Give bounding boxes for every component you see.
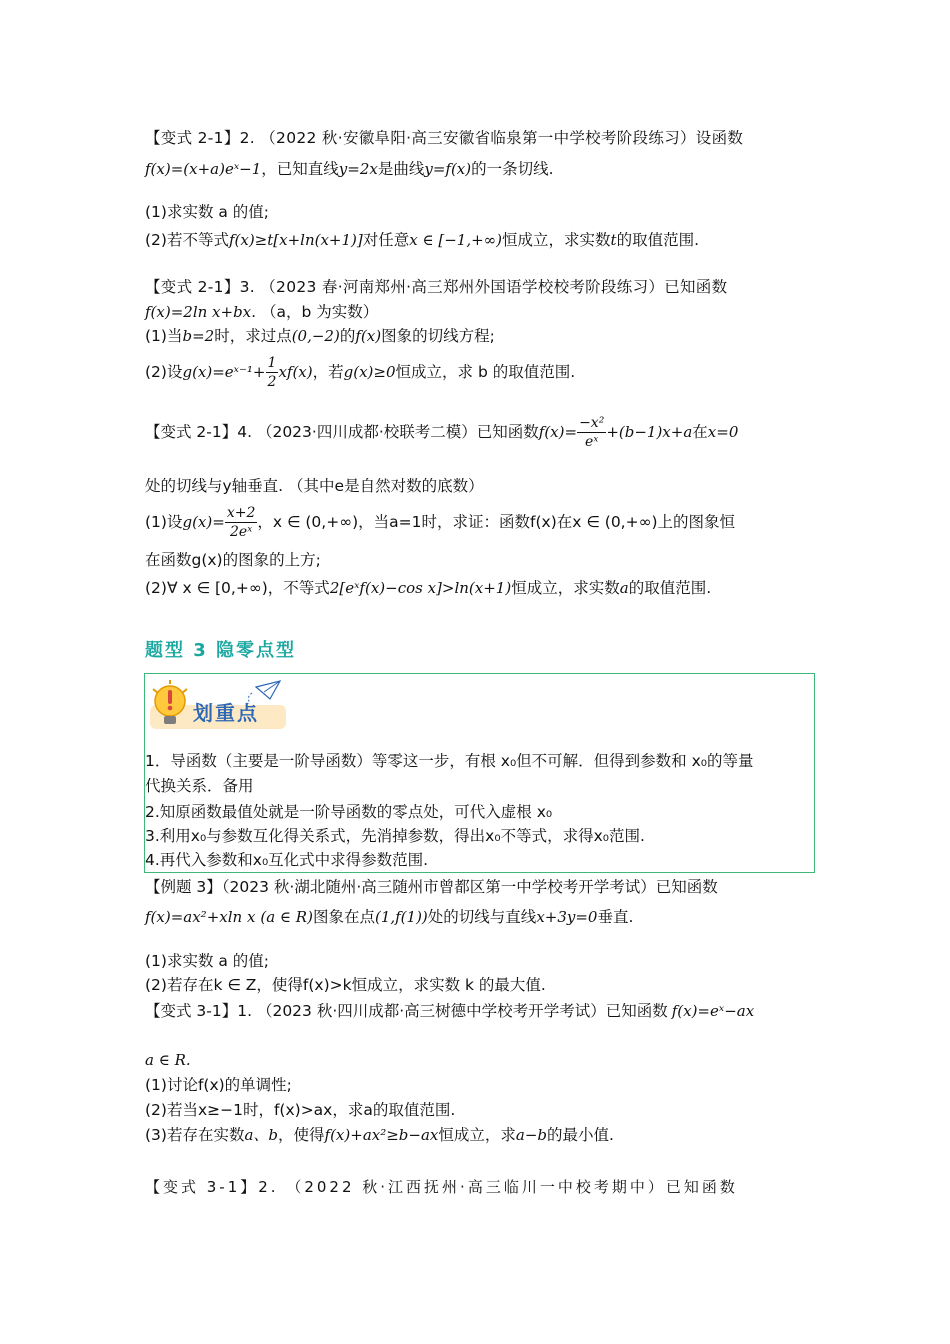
formula: f(x)=eˣ−ax <box>671 1002 755 1020</box>
text: ，x ∈ (0,+∞)，当a=1时，求证：函数f(x)在x ∈ (0,+∞)上的图象恒 <box>257 513 736 531</box>
text: 的一条切线. <box>471 160 554 178</box>
formula: g(x)≥0 <box>343 363 396 381</box>
formula: xf(x) <box>278 363 313 381</box>
question-1: (1)求实数 a 的值; <box>145 203 270 221</box>
text: 的最小值. <box>547 1126 614 1144</box>
text: ，使得 <box>278 1126 325 1144</box>
problem-header: 【变式 2-1】3. （2023 春·河南郑州·高三郑州外国语学校校考阶段练习）已知函数 <box>145 278 728 296</box>
text: 垂直. <box>597 908 634 926</box>
text: 是曲线 <box>377 160 425 178</box>
formula: a <box>619 579 629 597</box>
formula: x ∈ [−1,+∞) <box>409 231 503 249</box>
text: 图象在点 <box>312 908 375 926</box>
question-1: (1)求实数 a 的值; <box>145 952 270 970</box>
text: ，若 <box>312 363 344 381</box>
formula: (a ∈ R) <box>260 908 313 926</box>
problem-header <box>145 410 738 454</box>
text: 恒成立，求实数 <box>511 579 620 597</box>
question-3 <box>145 1124 614 1146</box>
key-point: 4.再代入参数和x₀互化式中求得参数范围. <box>145 851 429 869</box>
text: 的 <box>339 327 356 345</box>
formula: +(b−1)x+a <box>606 423 693 441</box>
key-points-badge <box>148 677 288 733</box>
formula: 2[eˣf(x)−cos x]>ln(x+1) <box>329 579 512 597</box>
formula: f(x)≥t[x+ln(x+1)] <box>228 231 363 249</box>
text: 恒成立，求 <box>438 1126 516 1144</box>
fraction: $\frac{1}{2}$ <box>267 355 277 390</box>
key-point: 2.知原函数最值处就是一阶导函数的零点处，可代入虚根 x₀ <box>145 803 553 821</box>
formula: f(x)= <box>538 423 578 441</box>
problem-header: 【变式 3-1】2. （2022 秋·江西抚州·高三临川一中校考期中）已知函数 <box>145 1178 738 1196</box>
text: 在 <box>692 423 708 441</box>
key-point: 1．导函数（主要是一阶导函数）等零这一步，有根 x₀但不可解．但得到参数和 x₀的等量 <box>145 752 754 770</box>
formula: y=f(x) <box>424 160 472 178</box>
text: 对任意 <box>362 231 410 249</box>
formula: f(x)=2ln x+bx <box>145 303 252 321</box>
question-2 <box>145 577 711 599</box>
problem-statement <box>145 301 378 323</box>
text: 恒成立，求实数 <box>502 231 611 249</box>
formula: (0,−2) <box>291 327 340 345</box>
formula: (1,f(1)) <box>374 908 428 926</box>
formula: f(x)=(x+a)eˣ−1 <box>145 160 262 178</box>
problem-header: 【变式 2-1】2. （2022 秋·安徽阜阳·高三安徽省临泉第一中学校考阶段练习）设函数 <box>145 129 744 147</box>
question-1: (1)讨论f(x)的单调性; <box>145 1076 292 1094</box>
badge-label: 划重点 <box>193 701 259 725</box>
text: 的取值范围. <box>616 231 699 249</box>
section-heading: 题型 3 隐零点型 <box>145 640 297 661</box>
question-1 <box>145 502 735 542</box>
question-2 <box>145 352 575 392</box>
text: 【变式 3-1】1. （2023 秋·四川成都·高三树德中学校考开学考试）已知函数 <box>145 1002 668 1020</box>
key-points-box <box>144 673 815 873</box>
formula: g(x)= <box>182 513 225 531</box>
formula: x+3y=0 <box>536 908 598 926</box>
key-point: 3.利用x₀与参数互化得关系式，先消掉参数，得出x₀不等式，求得x₀范围. <box>145 827 645 845</box>
formula: f(x)+ax²≥b−ax <box>324 1126 439 1144</box>
question-2: (2)若当x≥−1时，f(x)>ax，求a的取值范围. <box>145 1101 456 1119</box>
text: 时，求过点 <box>214 327 292 345</box>
text: (2)若不等式 <box>145 231 229 249</box>
text: (2)∀ x ∈ [0,+∞)，不等式 <box>145 579 330 597</box>
text: (2)设 <box>145 363 183 381</box>
question-1-continued: 在函数g(x)的图象的上方; <box>145 551 321 569</box>
text: 处的切线与直线 <box>427 908 537 926</box>
text: 【变式 2-1】4. （2023·四川成都·校联考二模）已知函数 <box>145 423 539 441</box>
formula: f(x)=ax²+xln x <box>145 908 256 926</box>
problem-statement: 处的切线与y轴垂直. （其中e是自然对数的底数） <box>145 477 484 495</box>
text: 图象的切线方程; <box>381 327 495 345</box>
formula: g(x)=eˣ⁻¹+ <box>182 363 266 381</box>
text: 恒成立，求 b 的取值范围. <box>395 363 576 381</box>
fraction: $\frac{x+2}{\text{2eˣ}}$ <box>226 505 256 540</box>
text: (1)当 <box>145 327 183 345</box>
problem-statement <box>145 158 554 180</box>
domain-line <box>145 1049 191 1071</box>
formula: a ∈ R. <box>145 1051 191 1069</box>
problem-header <box>145 1000 754 1022</box>
text: 的取值范围. <box>628 579 712 597</box>
question-2 <box>145 229 699 251</box>
question-1 <box>145 325 495 347</box>
problem-header: 【例题 3】（2023 秋·湖北随州·高三随州市曾都区第一中学校考开学考试）已知函数 <box>145 878 718 896</box>
formula: f(x) <box>355 327 382 345</box>
text: . （a，b 为实数） <box>251 303 379 321</box>
question-2: (2)若存在k ∈ Z，使得f(x)>k恒成立，求实数 k 的最大值. <box>145 976 546 994</box>
text: (3)若存在实数 <box>145 1126 245 1144</box>
problem-statement <box>145 906 633 928</box>
formula: y=2x <box>338 160 378 178</box>
formula: x=0 <box>707 423 739 441</box>
formula: a−b <box>515 1126 548 1144</box>
formula: b=2 <box>182 327 215 345</box>
fraction: $\frac{\text{−x²}}{\text{eˣ}}$ <box>579 415 605 450</box>
formula: a、b <box>244 1126 279 1144</box>
key-point: 代换关系．备用 <box>145 777 254 795</box>
formula: t <box>610 231 617 249</box>
text: (1)设 <box>145 513 183 531</box>
text: ，已知直线 <box>261 160 339 178</box>
